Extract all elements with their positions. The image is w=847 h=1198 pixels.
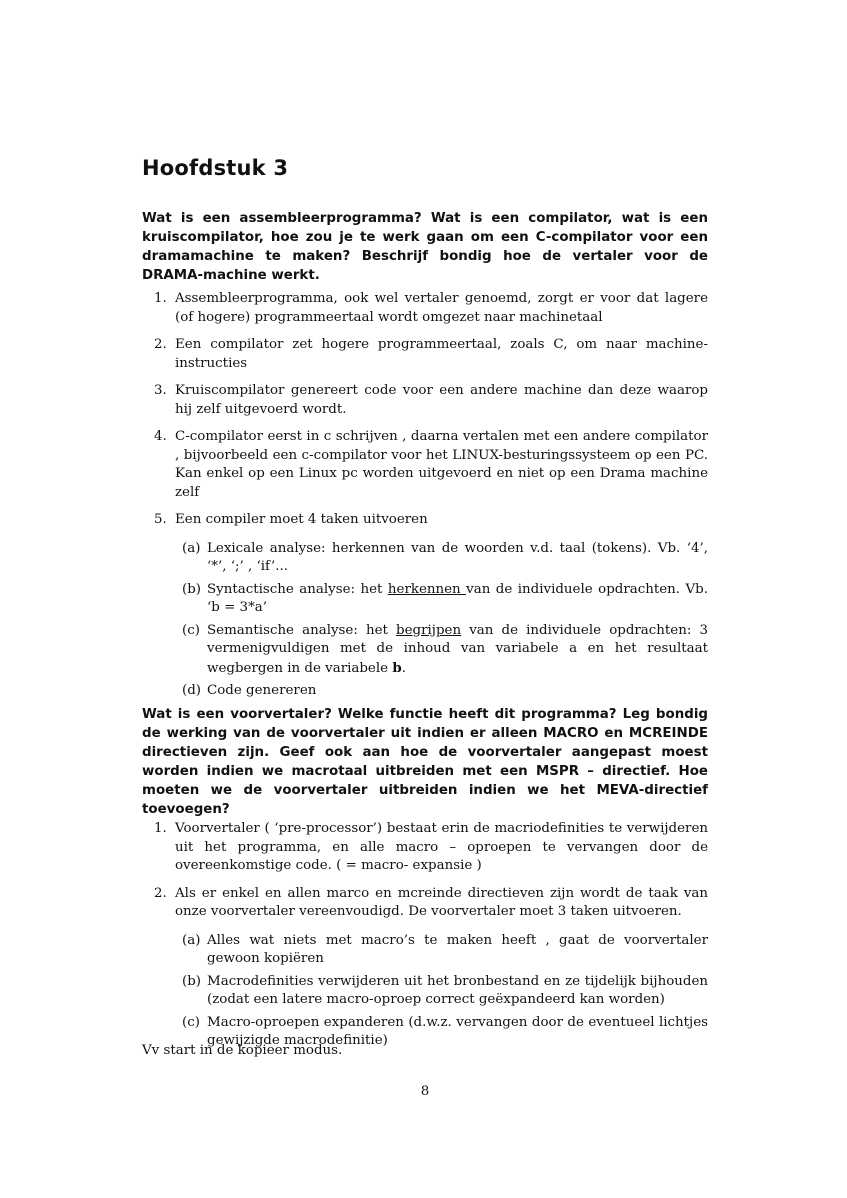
list-item: 2. Een compilator zet hogere programmeertaal, zoals C, om naar machine-instructies (154, 337, 708, 371)
list-item: 3. Kruiscompilator genereert code voor een andere machine dan deze waarop hij zelf uitgevoerd wordt. (154, 383, 708, 417)
list-item: 4. C-compilator eerst in c schrijven , daarna vertalen met een andere compilator , bijvoorbeeld een c-compilator voor het LINUX-besturingssysteem op een PC. Kan enkel op een Linux pc worden uitgevoerd en niet op een Drama machine zelf (154, 429, 708, 500)
sub-list-item: (a) Lexicale analyse: herkennen van de woorden v.d. taal (tokens). Vb. ‘4’, ‘*’, ‘;’ , ‘if’... (182, 540, 708, 574)
list-item: 1. Voorvertaler ( ‘pre-processor’) bestaat erin de macriodefinities te verwijderen uit het programma, en alle macro – oproepen te vervangen door de overeenkomstige code. ( = macro- expansie ) (154, 821, 708, 873)
sub-list-item: (a) Alles wat niets met macro’s te maken heeft , gaat de voorvertaler gewoon kopiëren (182, 932, 708, 966)
sub-list (175, 932, 708, 1051)
list-item: 5. Een compiler moet 4 taken uitvoeren (a) Lexicale analyse: herkennen van de woorden v.d. taal (tokens). Vb. ‘4’, ‘*’, ‘;’ , ‘if’... (b) Syntactische analyse: het herkennen van de individuele opdrachten. Vb. ‘b = 3*a’ (c) Semantische analyse: het begrijpen van de individuele opdrachten: 3 vermenigvuldigen met de inhoud van variabele a en het resultaat wegbergen in de variabele b. (d) Code genereren (142, 511, 708, 701)
chapter-title: Hoofdstuk 3 (142, 156, 289, 180)
question-2: Wat is een voorvertaler? Welke functie heeft dit programma? Leg bondig de werking van de voorvertaler uit indien er alleen MACRO en MCREINDE directieven zijn. Geef ook aan hoe de voorvertaler aangepast moest worden indien we macrotaal uitbreiden met een MSPR – directief. Hoe moeten we de voorvertaler uitbreiden indien we het MEVA-directief toevoegen? (142, 707, 708, 817)
page-number: 8 (420, 1084, 430, 1099)
bold-text: b (392, 659, 402, 676)
sub-list (175, 540, 708, 701)
underlined-text: begrijpen (396, 622, 462, 638)
answer-list-2 (142, 820, 708, 1060)
answer-list-1 (142, 290, 708, 710)
sub-list-item: (c) Macro-oproepen expanderen (d.w.z. vervangen door de eventueel lichtjes gewijzigde macrodefinitie) (182, 1014, 708, 1048)
question-1: Wat is een assembleerprogramma? Wat is een compilator, wat is een kruiscompilator, hoe zou je te werk gaan om een C-compilator voor een dramamachine te maken? Beschrijf bondig hoe de vertaler voor de DRAMA-machine werkt. (142, 211, 708, 283)
sub-list-item: (b) Macrodefinities verwijderen uit het bronbestand en ze tijdelijk bijhouden (zodat een latere macro-oproep correct geëxpandeerd kan worden) (182, 973, 708, 1007)
sub-list-item: (c) Semantische analyse: het begrijpen van de individuele opdrachten: 3 vermenigvuldigen met de inhoud van variabele a en het resultaat wegbergen in de variabele b. (182, 622, 708, 676)
sub-list-item: (d) Code genereren (182, 683, 317, 698)
list-item: 1. Assembleerprogramma, ook wel vertaler genoemd, zorgt er voor dat lagere (of hogere) programmeertaal wordt omgezet naar machinetaal (154, 291, 708, 325)
list-item: 2. Als er enkel en allen marco en mcreinde directieven zijn wordt de taak van onze voorvertaler vereenvoudigd. De voorvertaler moet 3 taken uitvoeren. (a) Alles wat niets met macro’s te maken heeft , gaat de voorvertaler gewoon kopiëren (b) Macrodefinities verwijderen uit het bronbestand en ze tijdelijk bijhouden (zodat een latere macro-oproep correct geëxpandeerd kan worden) (c) Macro-oproepen expanderen (d.w.z. vervangen door de eventueel lichtjes gewijzigde macrodefinitie) (142, 885, 708, 1051)
sub-list-item: (b) Syntactische analyse: het herkennen van de individuele opdrachten. Vb. ‘b = 3*a’ (182, 581, 708, 615)
underlined-text: herkennen (387, 581, 467, 597)
closing-line: Vv start in de kopieer modus. (142, 1043, 343, 1058)
